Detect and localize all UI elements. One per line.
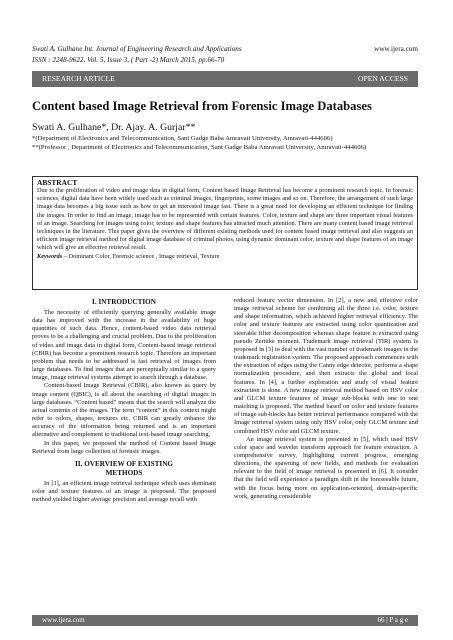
- open-access-label: OPEN ACCESS: [357, 74, 408, 83]
- page-footer: [32, 615, 418, 626]
- page-number: 66 | P a g e: [377, 616, 408, 624]
- citation-line-2: ISSN : 2248-9622, Vol. 5, Issue 3, ( Part -2) March 2015, pp.66-70: [32, 55, 225, 64]
- left-column: [32, 297, 216, 504]
- intro-paragraph-2: Content-based Image Retrieval (CBIR), also known as query by image content (QBIC), is all about the searching of digital images in large databases. “Content based” means that the search will analyze the actual contents of the images. The term “content” in this context might refer to colors, shapes, textures etc. CBIR can greatly enhance the accuracy of the information being returned and is an important alternative and complement to traditional text-based image searching.: [32, 382, 216, 439]
- abstract-heading: ABSTRACT: [37, 178, 78, 187]
- right-column: [234, 297, 418, 501]
- footer-site-link[interactable]: www.ijera.com: [42, 616, 85, 624]
- section-1-heading: I. INTRODUCTION: [92, 298, 156, 306]
- section-2-heading: [32, 460, 216, 478]
- affiliation-1: *(Department of Electronics and Telecommunication, Sant Gadge Baba Amravati University, Amravati-444606): [32, 135, 333, 142]
- section-2-heading-line-2: METHODS: [105, 468, 143, 477]
- section-2-heading-line-1: II. OVERVIEW OF EXISTING: [75, 459, 173, 468]
- article-type-banner: [32, 71, 418, 87]
- keywords-label: Keywords: [37, 252, 63, 260]
- overview-paragraph-1-continued: reduced feature vector dimension. In [2], a new and effective color image retrieval scheme for combining all the three i.e. color, texture and shape information, which achieved higher retrieval efficiency. The color and texture features are extracted using color quantization and steerable filter decomposition whereas shape feature is extracted using pseudo Zernike moment. Trademark image retrieval (TIR) system is proposed in [3] to deal with the vast number of trademark images in the trademark registration system. The proposed approach commences with the extraction of edges using the Canny edge detector, performs a shape normalization procedure, and then extracts the global and local features. In [4], a further exploration and study of visual feature extraction is done. A new image retrieval method based on HSV color and GLCM texture features of image sub-blocks with one to one matching is proposed. The method based on color and texture features of image sub-blocks has better retrieval performance compared with the Image retrieval system using only HSV color, only GLCM texture and combined HSV color and GLCM texture.: [234, 297, 419, 435]
- author-affiliations: [32, 134, 418, 152]
- overview-paragraph-2: An image retrieval system is presented in [5], which used HSV color space and wavelet transform approach for feature extraction. A comprehensive survey, highlighting current progress, emerging directions, the spawning of new fields, and methods for evaluation relevant to the field of image retrieval is presented in [6]. It consider that the field will experience a paradigm shift in the foreseeable future, with the focus being more on application-oriented, domain-specific work, generating considerable: [234, 435, 418, 500]
- keywords-text: – Dominant Color, Forensic science , Image retrieval, Texture: [62, 252, 220, 260]
- paper-title: Content based Image Retrieval from Forensic Image Databases: [32, 99, 372, 113]
- abstract-box: [32, 176, 418, 290]
- abstract-text: Due to the proliferation of video and image data in digital form, Content based Image Retrieval has become a prominent research topic. In forensic sciences, digital data have been widely used such as criminal images, fingerprints, scene images and so on. Therefore, the arrangement of such large image data becomes a big issue such as how to get an interested image fast. There is a great need for developing an efficient technique for finding the images. In order to find an image, image has to be represented with certain features. Color, texture and shape are three important visual features of an image. Searching for images using color, texture and shape features has attracted much attention. There are many content based image retrieval techniques in the literature. This paper gives the overview of different existing methods used for content based image retrieval and also suggests an efficient image retrieval method for digital image database of criminal photos, using dynamic dominant color, texture and shape features of an image which will give an effective retrieval result.: [37, 187, 413, 252]
- journal-header: [32, 44, 418, 65]
- citation-line-1: Swati A. Gulhane Int. Journal of Engineering Research and Applications: [32, 45, 242, 53]
- intro-paragraph-3: In this paper, we proposed the method of Content based Image Retrieval from large collection of forensic images.: [32, 439, 216, 455]
- keywords-line: [37, 253, 413, 261]
- paper-authors: Swati A. Gulhane*, Dr. Ajay. A. Gurjar**: [32, 122, 196, 133]
- journal-site-link[interactable]: www.ijera.com: [374, 45, 418, 53]
- affiliation-2: **(Professor , Department of Electronics and Telecommunication, Sant Gadge Baba Amravati University, Amravati-444606): [32, 144, 367, 151]
- research-article-label: RESEARCH ARTICLE: [42, 74, 115, 83]
- overview-paragraph-1: In [1], an efficient image retrieval technique which uses dominant color and texture features of an image is proposed. The proposed method yielded higher average precision and average recall with: [32, 479, 216, 504]
- intro-paragraph-1: The necessity of efficiently querying generally available image data has improved with the increase in the availability of huge quantities of such data. Hence, content-based video data retrieval proves to be a challenging and crucial problem. Due to the proliferation of video and image data in digital form, Content-based image retrieval (CBIR) has become a prominent research topic. Therefore an important problem that needs to be addressed is fast retrieval of images from large databases. To find images that are perceptually similar to a query image, image retrieval systems attempt to search through a database.: [32, 309, 216, 382]
